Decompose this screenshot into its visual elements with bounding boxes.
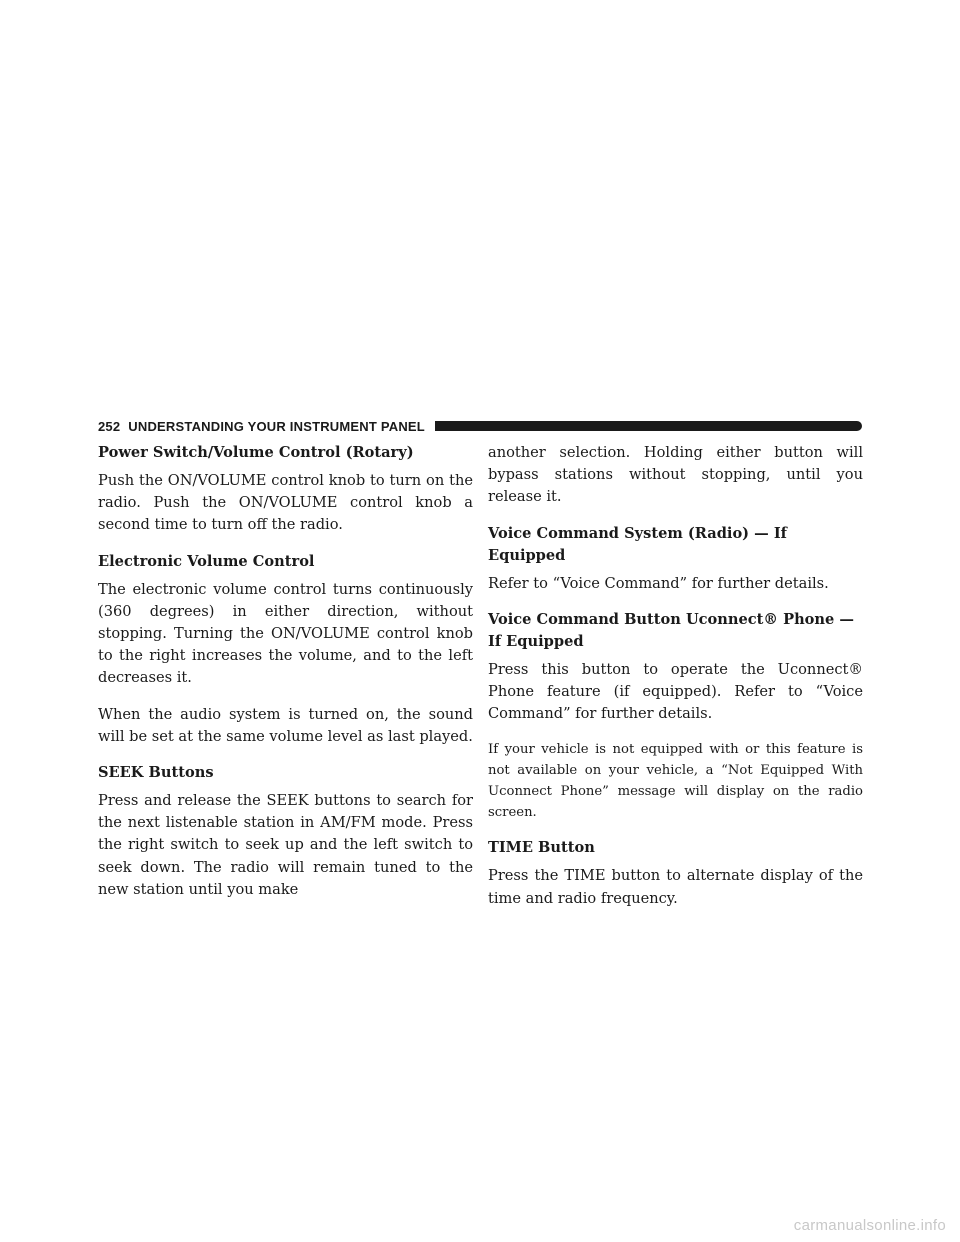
heading-line: If Equipped	[488, 632, 584, 650]
paragraph: If your vehicle is not equipped with or this feature is not available on your vehicle, a “Not Equipped With Uconnect Phone” message will display on the radio screen.	[488, 742, 863, 821]
page-header	[98, 416, 862, 436]
paragraph: The electronic volume control turns continuously (360 degrees) in either direction, without stopping. Turning the ON/VOLUME control knob to the right increases the volume, and to the left decreases it.	[98, 580, 473, 687]
header-rule	[435, 421, 862, 431]
heading-power-switch: Power Switch/Volume Control (Rotary)	[98, 444, 414, 461]
left-column	[98, 442, 473, 915]
paragraph: another selection. Holding either button will bypass stations without stopping, until you release it.	[488, 444, 863, 506]
heading-voice-command-phone	[488, 609, 863, 653]
heading-line: Voice Command Button Uconnect® Phone —	[488, 610, 854, 628]
heading-electronic-volume: Electronic Volume Control	[98, 552, 315, 570]
paragraph: Press the TIME button to alternate display of the time and radio frequency.	[488, 867, 863, 907]
paragraph: Push the ON/VOLUME control knob to turn on the radio. Push the ON/VOLUME control knob a second time to turn off the radio.	[98, 472, 473, 534]
heading-seek-buttons: SEEK Buttons	[98, 764, 214, 782]
paragraph: Press this button to operate the Uconnect® Phone feature (if equipped). Refer to “Voice Command” for further details.	[488, 660, 863, 723]
paragraph: When the audio system is turned on, the sound will be set at the same volume level as last played.	[98, 705, 473, 745]
right-column	[488, 442, 863, 924]
heading-time-button: TIME Button	[488, 839, 595, 857]
paragraph: Refer to “Voice Command” for further details.	[488, 574, 829, 592]
page-number: 252	[98, 418, 121, 434]
watermark: carmanualsonline.info	[793, 1217, 946, 1234]
section-title: UNDERSTANDING YOUR INSTRUMENT PANEL	[128, 418, 425, 434]
paragraph: Press and release the SEEK buttons to search for the next listenable station in AM/FM mode. Press the right switch to seek up and the left switch to seek down. The radio will remain tuned to the new station until you make	[98, 792, 473, 898]
heading-voice-command-radio: Voice Command System (Radio) — If Equipped	[488, 524, 787, 564]
